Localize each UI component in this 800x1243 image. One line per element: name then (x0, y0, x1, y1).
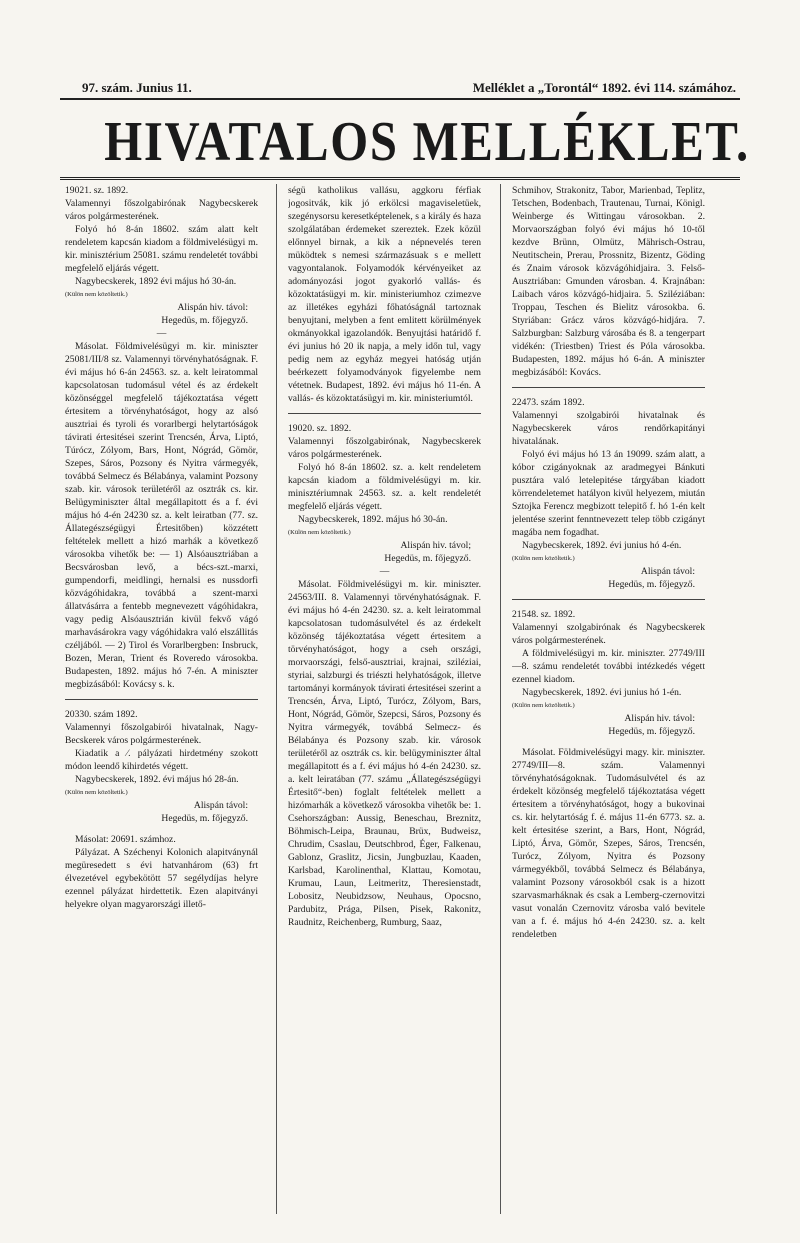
decree-addressee: Valamennyi főszolgabirónak Nagybecskerek város polgármesterének. (65, 198, 258, 222)
decree-body: Folyó hó 8-án 18602. sz. a. kelt rendeletem kapcsán kiadom a földmivelésügyi m. kir. minisztériumnak 24563. sz. a. kelt rendeletét megfelelő eljárás végett. (288, 462, 481, 512)
decree-date: Nagybecskerek, 1892. évi május hó 28-án. (75, 774, 239, 785)
decree-addressee: Valamennyi főszolgabirónak, Nagybecskerek város polgármesterének. (288, 436, 481, 460)
decree-body: A földmivelésügyi m. kir. miniszter. 27749/III—8. számu rendeletét további intézkedés végett ezennel kiadom. (512, 648, 705, 685)
decree-date: Nagybecskerek, 1892 évi május hó 30-án. (75, 276, 237, 287)
decree-body: Folyó évi május hó 13 án 19099. szám alatt, a kóbor czigányoknak az aradmegyei Bánkuti pusztára való letelepitése tárgyában kiadott körrendeletemet hatályon kivül helyezem, miután Sztojka Ferencz megbizott telepitő f. hó 1-én kelt jelentése szerint fenntnevezett telep több czigányt magába nem fogadhat. (512, 449, 705, 538)
header-rule (60, 98, 740, 100)
copy-heading: Másolat: 20691. számhoz. (75, 834, 176, 845)
decree-addressee: Valamennyi szolgabirónak és Nagybecskerek város polgármesterének. (512, 622, 705, 646)
not-published-note: (Külön nem közöltetik.) (512, 702, 575, 709)
issue-number: 97. szám. Junius 11. (82, 80, 192, 95)
signature-name: Hegedüs, m. főjegyző. (384, 553, 471, 564)
continued-text: Schmihov, Strakonitz, Tabor, Marienbad, Teplitz, Tetschen, Bodenbach, Trautenau, Turnai, Königl. Weinberge és Wittingau városokban. 2. Morvaországban folyó évi május hó 10-től kezdve Brünn, Olmütz, Mährisch-Ostrau, Neutitschein, Prerau, Prossnitz, Bizentz, Göding és Znaim városok közvágóhidjaira. 3. Felső-Ausztriában: Gmunden városban. 4. Krajnában: Laibach város közvágó-hidjaira. 5. Sziléziában: Troppau, Teschen és Bielitz városokba. 6. Styriában: Grácz város közvágó-hidjára. 7. Salzburgban: Salzburg városába és 8. a tengerpart vidékén: (Triestben) Triest és Póla városokba. Budapesten, 1892. május hó 6-án. A miniszter megbizásából: Kovács. (512, 185, 705, 378)
decree-addressee: Valamennyi főszolgabirói hivatalnak, Nagy-Becskerek város polgármesterének. (65, 722, 258, 746)
decree-date: Nagybecskerek, 1892. május hó 30-án. (298, 514, 448, 525)
decree-date: Nagybecskerek, 1892. évi junius hó 4-én. (522, 540, 682, 551)
decree-addressee: Valamennyi szolgabirói hivatalnak és Nagybecskerek város rendőrkapitányi hivatalának. (512, 410, 705, 447)
signature-title: Alispán távol: (640, 566, 695, 577)
section-divider (512, 599, 705, 600)
decree-body: Kiadatik a ⁄. pályázati hirdetmény szokott módon leendő kihirdetés végett. (65, 748, 258, 772)
signature-name: Hegedüs, m. főjegyző. (161, 813, 248, 824)
section-divider (512, 387, 705, 388)
not-published-note: (Külön nem közöltetik.) (512, 555, 575, 562)
dash-separator: — (156, 328, 167, 339)
not-published-note: (Külön nem közöltetik.) (65, 291, 128, 298)
decree-body: Folyó hó 8-án 18602. szám alatt kelt rendeletem kapcsán kiadom a földmivelésügyi m. kir. minisztérium 25081. számu rendeletét további megfelelő eljárás végett. (65, 224, 258, 274)
decree-number: 21548. sz. 1892. (512, 609, 576, 620)
section-divider (65, 699, 258, 700)
signature-title: Alispán hiv. távol: (177, 302, 248, 313)
column-divider (276, 184, 277, 1214)
not-published-note: (Külön nem közöltetik.) (288, 529, 351, 536)
decree-number: 19020. sz. 1892. (288, 423, 352, 434)
continued-text: ségü katholikus vallásu, aggkoru férfiak jogositvák, kik jó erkölcsi magaviseletüek, szegénysorsu keresetképtelenek, s a király és haza szolgálatában érdemeket szereztek. Ezek közül előnnyel birnak, a kik a népnevelés teren müködtek s nemesi származásuak s e mellett vagyontalanok. Folyamodók kérvényeiket az adományozási jogot gyakorló vallás- és közoktatásügyi m. kir. ministeriumhoz czimezve az illetékes egyházi főhatóságnál tartoznak benyujtani, melyben a fent emlitett körülmények okmányokkal igazolandók. Benyujtási határidő f. évi junius hó 20 ik napja, a mely időn tul, vagy pedig nem az egyház megyei hatóság utján beérkezett folyamodványok figyelembe nem vétetnek. Budapest, 1892. évi május hó 11-én. A vallás- és közoktatásügyi m. kir. ministeriumtól. (288, 185, 481, 404)
column-3 (512, 184, 705, 1214)
signature-name: Hegedüs, m. főjegyző. (161, 315, 248, 326)
copy-text: Másolat. Földmivelésügyi m. kir. miniszter 25081/III/8 sz. Valamennyi törvényhatóságnak. F. évi május hó 6-án 24563. sz. a. kelt leiratommal kapcsolatosan tudomásul vétel és az érdekelt közönséggel megfelelő tájékoztatása végett értesitem a törvényhatóságot, hogy az alsó ausztriai és tyroli és vorarlbergi helytartóságok távirati értesitései szerint Trencsén, Árva, Liptó, Túrócz, Zólyom, Bars, Hont, Nógrád, Gömör, Szepes, Sáros, Pozsony és Nyitra vármegyék, továbbá Selmecz és Bélabánya, valamint Pozsony szab. kir. városok területéről az osztrák cs. kir. Belügyminiszter által megállapitott és a f. évi május hó 4-én 24230 sz. a. kelt leiratban (77. sz. Állategészségügyi Értesitőben) közzétett feltételek mellett a hizó marhák a következő városokba vihetők be: — 1) Alsóausztriában a Becsvárosban levő, a bécs-szt.-marxi, gumpendorfi, meidlingi, hernalsi es nussdorfi közvágóhidakra, továbbá a szent-marxi állatvásárra a fentebb megnevezett vágóhidakra, vagy pedig Alsóausztrián kivül fekvő vágó marhavásárokra vagy vágóhidakra való elszállitás czéljából. — 2) Tirol és Vorarlbergben: Insbruck, Bozen, Meran, Trient és Roveredo városokba. Budapesten, 1892. május hó 7-én. A miniszter megbizásából: Kovácsy s. k. (65, 341, 258, 690)
dash-separator: — (379, 566, 390, 577)
decree-number: 20330. szám 1892. (65, 709, 138, 720)
signature-title: Alispán hiv. távol; (400, 540, 471, 551)
column-2 (288, 184, 481, 1214)
signature-title: Alispán hiv. távol: (624, 713, 695, 724)
page-title: HIVATALOS MELLÉKLET. (104, 111, 750, 173)
newspaper-page (60, 70, 750, 1220)
decree-date: Nagybecskerek, 1892. évi junius hó 1-én. (522, 687, 682, 698)
signature-title: Alispán távol: (193, 800, 248, 811)
supplement-note: Melléklet a „Torontál“ 1892. évi 114. számához. (472, 80, 736, 95)
column-1 (65, 184, 258, 1214)
copy-text: Másolat. Földmivelésügyi m. kir. miniszter. 24563/III. 8. Valamennyi törvényhatóságnak. F. évi május hó 4-én 24230. sz. a. kelt leiratommal kapcsolatosan tudomásulvétel és az érdekelt közönség tájékoztatása végett értesitem a törvényhatóságot, hogy a cseh országi, morvaországi, felső-ausztriai, krajnai, sziléziai, styriai, salzburgi és triészti helyhatóságok, illetve tartományi kormányok távirati értesitései szerint a Trencsén, Árva, Liptó, Turócz, Zólyom, Bars, Hont, Nógrád, Gömör, Szepcsi, Sáros, Pozsony és Nyitra vármegyék, továbbá Selmecz- és Bélabánya és Pozsony szab. kir. városok területéről az osztrák cs. kir. belügyminiszter által megállapitott és a f. évi május hó 4-én 24230. sz. a. kelt leiratában (77. számu „Állategészségügyi Értesitő“-ben) foglalt feltételek mellett a hizómarhák a következő városokba vihetők be: 1. Csehországban: Aussig, Beneschau, Breznitz, Böhmisch-Leipa, Braunau, Brüx, Budweisz, Chrudim, Csaslau, Deutschbrod, Éger, Falkenau, Gablonz, Graslitz, Jicsin, Jungbuzlau, Kaaden, Karlsbad, Karolinenthal, Klattau, Komotau, Krumau, Laun, Leitmeritz, Theresienstadt, Lobositz, Neubidzsow, Neuhaus, Opocsno, Pardubitz, Prága, Pilsen, Pisek, Rakonitz, Raudnitz, Reichenberg, Rumburg, Saaz, (288, 579, 481, 928)
title-rule (60, 177, 740, 180)
not-published-note: (Külön nem közöltetik.) (65, 789, 128, 796)
column-divider (500, 184, 501, 1214)
page-header (82, 80, 736, 98)
competition-text: Pályázat. A Széchenyi Kolonich alapitványnál megüresedett s évi hatvanhárom (63) frt élvezetével egybekötött 57 segélydíjas helyre ezennel pályázat hirdettetik. Ezen alapitványi helyekre olyan magyarországi illető- (65, 847, 258, 910)
signature-name: Hegedüs, m. főjegyző. (608, 579, 695, 590)
copy-text: Másolat. Földmivelésügyi magy. kir. miniszter. 27749/III—8. szám. Valamennyi törvényhatóságoknak. Tudomásulvétel és az érdekelt közönség megfelelő tájékoztatása végett értesitem a törvényhatóságot, hogy a bukovinai cs. kir. helytartóság f. é. május 11-én 6773. sz. a. kelt értesitése szerint, a Bars, Hont, Nógrád, Liptó, Árva, Gömör, Szepes, Sáros, Trencsén, Turócz, Zólyom, Nyitra és Pozsony vármegyékből, továbbá Selmecz és Bélabánya, valamint Pozsony városokból csak is a hizott szarvasmarháknak és csak a Lemberg-czernovitzi vasut vonalán Czernovitz városba való bevitele van a f. é. május hó 4-én 24230. sz. a. kelt rendeletben (512, 747, 705, 940)
signature-name: Hegedüs, m. főjegyző. (608, 726, 695, 737)
decree-number: 22473. szám 1892. (512, 397, 585, 408)
section-divider (288, 413, 481, 414)
decree-number: 19021. sz. 1892. (65, 185, 129, 196)
